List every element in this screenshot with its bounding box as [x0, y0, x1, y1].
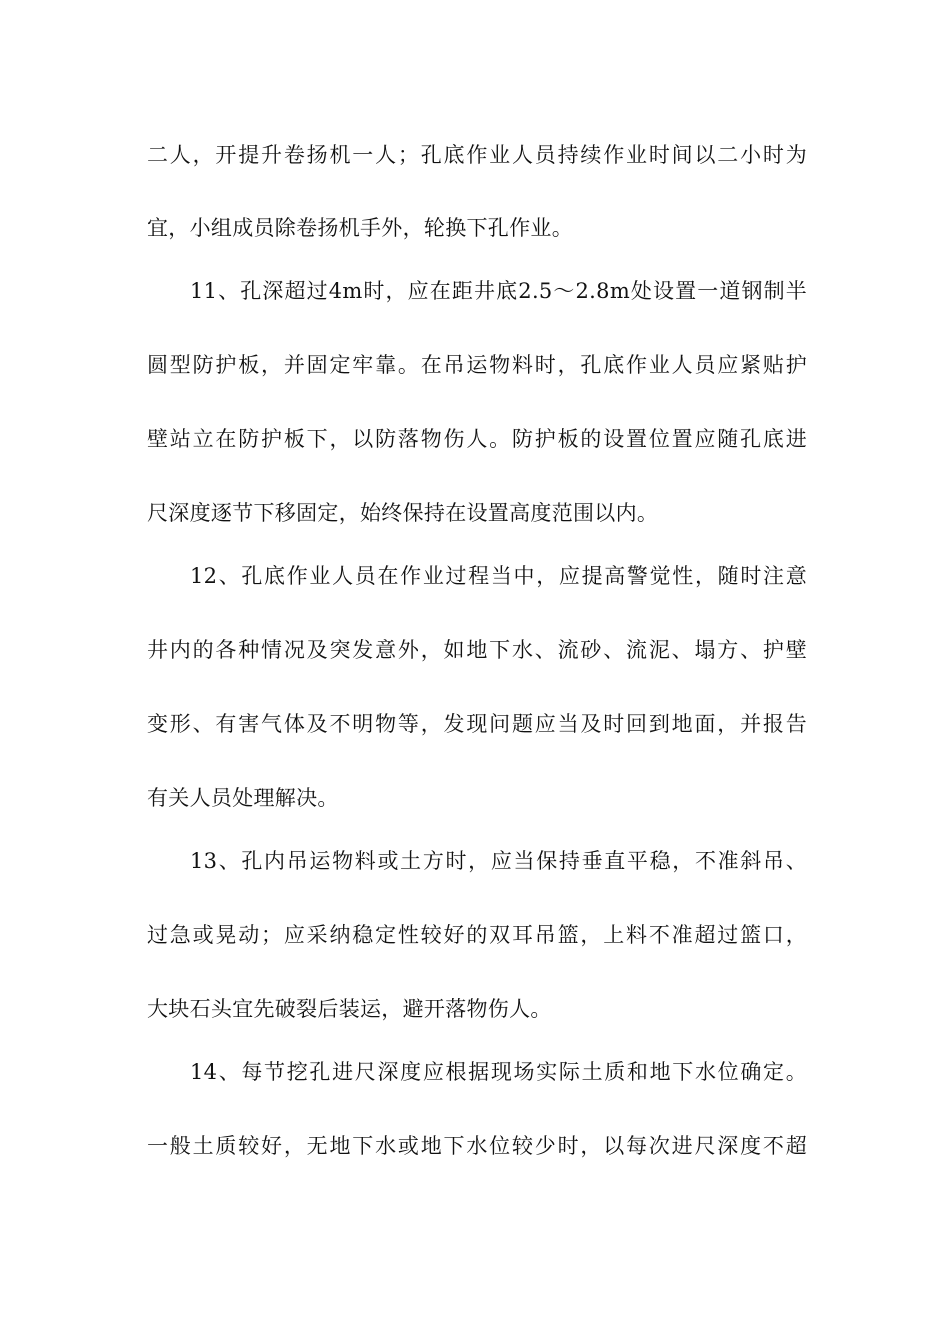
text-line: 二人，开提升卷扬机一人；孔底作业人员持续作业时间以二小时为: [147, 143, 807, 167]
text-line: 大块石头宜先破裂后装运，避开落物伤人。: [147, 997, 552, 1021]
text-line: 宜，小组成员除卷扬机手外，轮换下孔作业。: [147, 216, 573, 240]
text-line: 井内的各种情况及突发意外，如地下水、流砂、流泥、塌方、护壁: [147, 638, 807, 662]
text-line: 有关人员处理解决。: [147, 786, 339, 810]
text-line: 14、每节挖孔进尺深度应根据现场实际土质和地下水位确定。: [190, 1060, 807, 1084]
text-line: 11、孔深超过4m时，应在距井底2.5～2.8m处设置一道钢制半: [190, 279, 807, 303]
text-line: 变形、有害气体及不明物等，发现问题应当及时回到地面，并报告: [147, 712, 807, 736]
text-line: 壁站立在防护板下，以防落物伤人。防护板的设置位置应随孔底进: [147, 427, 807, 451]
text-line: 圆型防护板，并固定牢靠。在吊运物料时，孔底作业人员应紧贴护: [147, 353, 807, 377]
text-line: 一般土质较好，无地下水或地下水位较少时，以每次进尺深度不超: [147, 1134, 807, 1158]
text-line: 过急或晃动；应采纳稳定性较好的双耳吊篮，上料不准超过篮口，: [147, 923, 807, 947]
text-line: 12、孔底作业人员在作业过程当中，应提高警觉性，随时注意: [190, 564, 807, 588]
text-line: 尺深度逐节下移固定，始终保持在设置高度范围以内。: [147, 501, 659, 525]
text-line: 13、孔内吊运物料或土方时，应当保持垂直平稳，不准斜吊、: [190, 849, 807, 873]
